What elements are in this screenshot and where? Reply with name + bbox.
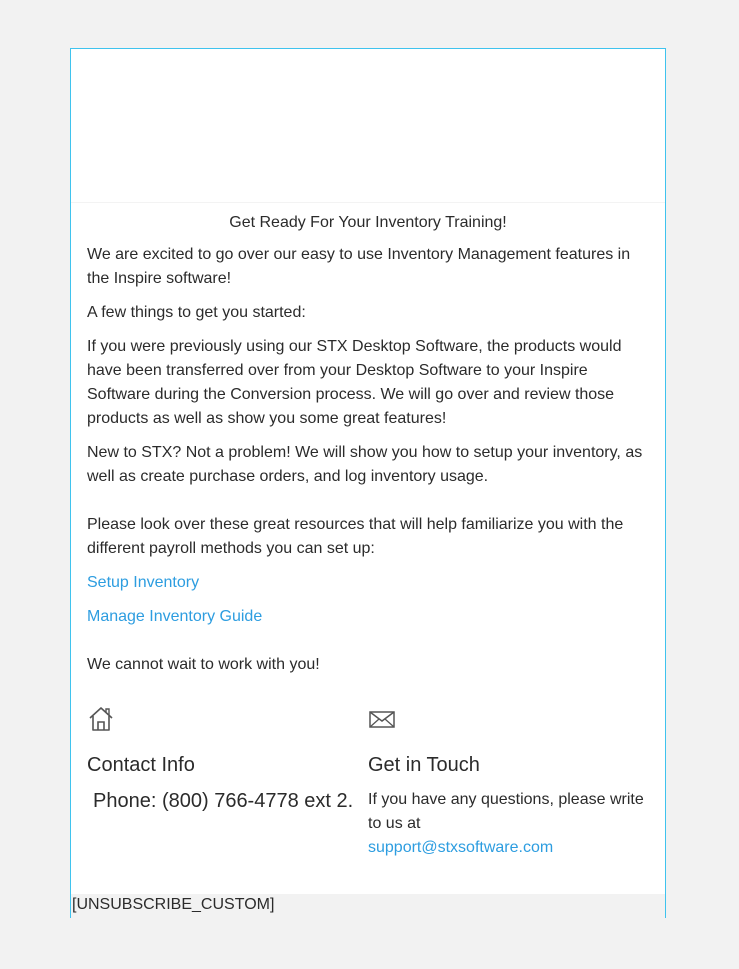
contact-info-column	[87, 705, 368, 860]
resources-paragraph: Please look over these great resources that will help familiarize you with the different payroll methods you can set up:	[87, 516, 624, 557]
unsubscribe-placeholder[interactable]: [UNSUBSCRIBE_CUSTOM]	[71, 894, 665, 918]
new-users-paragraph: New to STX? Not a problem! We will show you how to setup your inventory, as well as create purchase orders, and log inventory usage.	[87, 444, 643, 485]
footer-columns	[87, 705, 649, 860]
header-banner	[71, 49, 665, 203]
setup-inventory-link[interactable]: Setup Inventory	[87, 574, 200, 591]
get-in-touch-column	[368, 705, 649, 860]
phone-number: Phone: (800) 766-4778 ext 2.	[93, 790, 354, 812]
support-email-link[interactable]: support@stxsoftware.com	[368, 839, 554, 856]
previous-users-paragraph: If you were previously using our STX Desktop Software, the products would have been transferred over from your Desktop Software to your Inspire Software during the Conversion process. We will go over and review those products as well as show you some great features!	[87, 338, 622, 427]
intro-paragraph: We are excited to go over our easy to use Inventory Management features in the Inspire software!	[87, 246, 631, 287]
get-in-touch-message: If you have any questions, please write to us at	[368, 791, 644, 832]
email-content	[71, 213, 665, 860]
home-icon	[87, 705, 115, 733]
email-frame	[70, 48, 666, 918]
closing-paragraph: We cannot wait to work with you!	[87, 656, 320, 673]
contact-info-title: Contact Info	[87, 754, 195, 776]
get-in-touch-title: Get in Touch	[368, 754, 480, 776]
get-in-touch-text	[368, 788, 649, 860]
envelope-icon	[368, 705, 396, 733]
manage-inventory-guide-link[interactable]: Manage Inventory Guide	[87, 608, 263, 625]
few-things-paragraph: A few things to get you started:	[87, 304, 306, 321]
email-headline: Get Ready For Your Inventory Training!	[229, 214, 507, 231]
